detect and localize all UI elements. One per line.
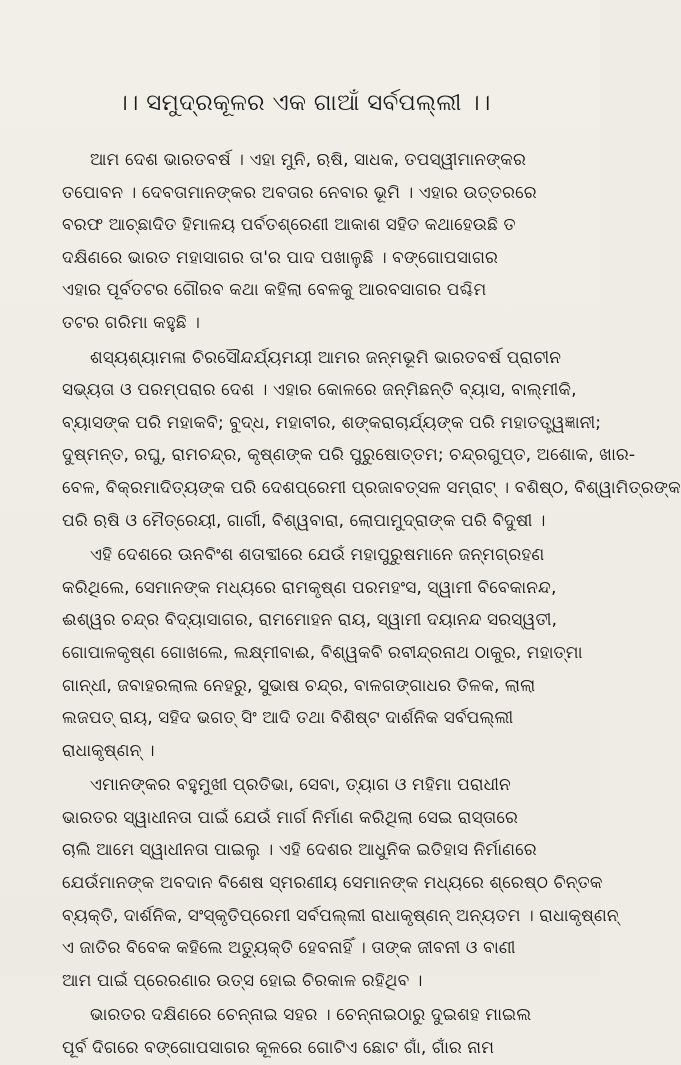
text-line: ଯେଉଁମାନଙ୍କ ଅବଦାନ ବିଶେଷ ସ୍ମରଣୀୟ ସେମାନଙ୍କ ମଧ୍ୟରେ ଶ୍ରେଷ୍ଠ ଚିନ୍ତକ [62,873,603,894]
text-line: ଆମ ପାଇଁ ପ୍ରେରଣାର ଉତ୍ସ ହୋଇ ଚିରକାଳ ରହିଥିବ । [62,970,423,991]
text-line: ବ୍ୟାସଙ୍କ ପରି ମହାକବି; ବୁଦ୍ଧ, ମହାବୀର, ଶଙ୍କରାଚାର୍ଯ୍ୟଙ୍କ ପରି ମହାତତ୍ତ୍ୱଜ୍ଞାନୀ; [62,412,602,433]
body-text [62,144,681,1065]
paragraph [62,539,583,767]
text-line: ଗୋପାଳକୃଷ୍ଣ ଗୋଖଲେ, ଲକ୍ଷ୍ମୀବାଈ, ବିଶ୍ୱକବି ରବୀନ୍ଦ୍ରନାଥ ଠାକୁର, ମହାତ୍ମା [62,642,583,663]
text-line: ଆମ ଦେଶ ଭାରତବର୍ଷ । ଏହା ମୁନି, ଋଷି, ସାଧକ, ତପସ୍ୱୀମାନଙ୍କର [90,150,527,170]
text-line: ପରି ଋଷି ଓ ମୈତ୍ରେୟୀ, ଗାର୍ଗୀ, ବିଶ୍ୱବାରା, ଲୋପାମୁଦ୍ରାଙ୍କ ପରି ବିଦୁଷୀ । [62,510,546,531]
text-line: ବ୍ୟକ୍ତି, ଦାର୍ଶନିକ, ସଂସ୍କୃତିପ୍ରେମୀ ସର୍ବପଲ୍ଲୀ ରାଧାକୃଷ୍ଣନ୍ ଅନ୍ୟତମ । ରାଧାକୃଷ୍ଣନ୍ [62,905,619,926]
text-line: ଗାନ୍ଧୀ, ଜବାହରଲାଲ ନେହରୁ, ସୁଭାଷ ଚନ୍ଦ୍ର, ବାଳଗଙ୍ଗାଧର ତିଳକ, ଲାଲା [62,675,536,696]
chapter-title: ।। ସମୁଦ୍ରକୂଳର ଏକ ଗାଆଁ ସର୍ବପଲ୍ଲୀ ।। [117,90,491,116]
text-line: ଚାଲି ଆମେ ସ୍ୱାଧୀନତା ପାଇଲୁ । ଏହି ଦେଶର ଆଧୁନିକ ଇତିହାସ ନିର୍ମାଣରେ [62,840,537,861]
paragraph [62,769,619,997]
text-line: ଶସ୍ୟଶ୍ୟାମଳା ଚିରସୌନ୍ଦର୍ଯ୍ୟମୟୀ ଆମର ଜନ୍ମଭୂମି ଭାରତବର୍ଷ ପ୍ରାଚୀନ [90,347,562,368]
text-line: ଈଶ୍ୱର ଚନ୍ଦ୍ର ବିଦ୍ୟାସାଗର, ରାମମୋହନ ରାୟ, ସ୍ୱାମୀ ଦୟାନନ୍ଦ ସରସ୍ୱତୀ, [62,610,557,631]
text-line: ଦୁଷ୍ମନ୍ତ, ରଘୁ, ରାମଚନ୍ଦ୍ର, କୃଷ୍ଣଙ୍କ ପରି ପୁରୁଷୋତ୍ତମ; ଚନ୍ଦ୍ରଗୁପ୍ତ, ଅଶୋକ, ଖାର- [62,445,636,466]
text-line: ରାଧାକୃଷ୍ଣନ୍ । [62,740,155,761]
text-line: ଭାରତର ସ୍ୱାଧୀନତା ପାଇଁ ଯେଉଁ ମାର୍ଗ ନିର୍ମାଣ କରିଥିଲା ସେଇ ରାସ୍ତାରେ [62,807,519,828]
text-line: ଏହି ଦେଶରେ ଊନବିଂଶ ଶତାବ୍ଦୀରେ ଯେଉଁ ମହାପୁରୁଷମାନେ ଜନ୍ମଗ୍ରହଣ [90,545,545,566]
text-line: ଭାରତର ଦକ୍ଷିଣରେ ଚେନ୍ନାଇ ସହର । ଚେନ୍ନାଇଠାରୁ ଦୁଇଶହ ମାଇଲ [90,1005,532,1026]
text-line: ବରଫ ଆଚ୍ଛାଦିତ ହିମାଳୟ ପର୍ବତଶ୍ରେଣୀ ଆକାଶ ସହିତ କଥାହେଉଛି ତ [62,215,516,236]
paragraph [62,342,681,538]
text-line: ସଭ୍ୟତା ଓ ପରମ୍ପରାର ଦେଶ । ଏହାର କୋଳରେ ଜନ୍ମିଛନ୍ତି ବ୍ୟାସ, ବାଲ୍ମୀକି, [62,380,577,401]
text-line: ବେଳ, ବିକ୍ରମାଦିତ୍ୟଙ୍କ ପରି ଦେଶପ୍ରେମୀ ପ୍ରଜାବତ୍ସଳ ସମ୍ରାଟ୍ । ବଶିଷ୍ଠ, ବିଶ୍ୱାମିତ୍ରଙ୍କ [62,477,681,498]
text-line: କରିଥିଲେ, ସେମାନଙ୍କ ମଧ୍ୟରେ ରାମକୃଷ୍ଣ ପରମହଂସ, ସ୍ୱାମୀ ବିବେକାନନ୍ଦ, [62,577,557,598]
text-line: ପୂର୍ବ ଦିଗରେ ବଙ୍ଗୋପସାଗର କୂଳରେ ଗୋଟିଏ ଛୋଟ ଗାଁ, ଗାଁର ନାମ [62,1038,495,1059]
paragraph [62,144,556,340]
text-line: ଏମାନଙ୍କର ବହୁମୁଖୀ ପ୍ରତିଭା, ସେବା, ତ୍ୟାଗ ଓ ମହିମା ପରାଧୀନ [90,775,511,796]
text-line: ଦକ୍ଷିଣରେ ଭାରତ ମହାସାଗର ତା'ର ପାଦ ପଖାଳୁଛି । ବଙ୍ଗୋପସାଗର [62,247,499,268]
text-line: ତଟର ଗରିମା କହୁଛି । [62,312,200,333]
text-line: ଏ ଜାତିର ବିବେକ କହିଲେ ଅତ୍ୟୁକ୍ତି ହେବନାହିଁ । ତାଙ୍କ ଜୀବନୀ ଓ ବାଣୀ [62,938,516,959]
text-line: ତପୋବନ । ଦେବତାମାନଙ୍କର ଅବତାର ନେବାର ଭୂମି । ଏହାର ଉତ୍ତରରେ [62,182,537,203]
paragraph [62,999,556,1064]
text-line: ଏହାର ପୂର୍ବତଟର ଗୌରବ କଥା କହିଲା ବେଳକୁ ଆରବସାଗର ପଶ୍ଚିମ [62,280,487,301]
text-line: ଲଜପତ୍ ରାୟ, ସହିଦ ଭଗତ୍ ସିଂ ଆଦି ତଥା ବିଶିଷ୍ଟ ଦାର୍ଶନିକ ସର୍ବପଲ୍ଲୀ [62,708,514,729]
